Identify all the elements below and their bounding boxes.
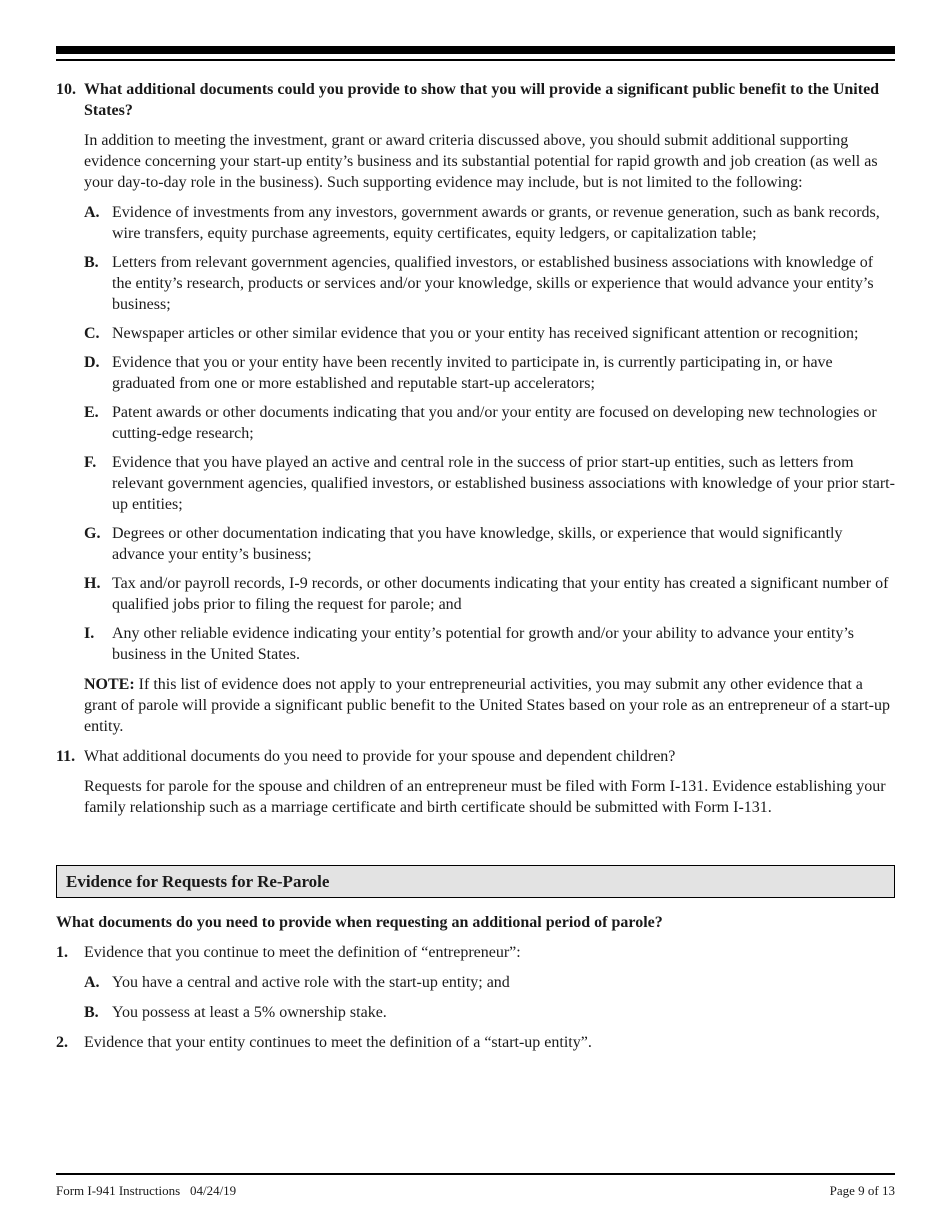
list-letter: C.: [84, 325, 100, 342]
item-number: 1.: [56, 944, 68, 961]
reparole-item-2: [56, 1032, 895, 1053]
question-number: 10.: [56, 81, 76, 98]
list-item-i: [84, 623, 895, 665]
list-letter: G.: [84, 525, 101, 542]
list-item-b: [84, 252, 895, 315]
footer-rule: [56, 1173, 895, 1175]
note-label: NOTE:: [84, 676, 135, 693]
list-item-e: [84, 402, 895, 444]
reparole-subitem-b: [84, 1002, 895, 1023]
header-rule-thin: [56, 59, 895, 61]
list-item-d: [84, 352, 895, 394]
header-rule-thick: [56, 46, 895, 54]
list-text: Evidence that you or your entity have been recently invited to participate in, is currently participating in, or have graduated from one or more established and reputable start-up accelerators;: [112, 354, 833, 392]
page-content: [56, 79, 895, 1053]
list-text: You have a central and active role with the start-up entity; and: [112, 974, 510, 991]
list-letter: B.: [84, 1004, 99, 1021]
page-number: Page 9 of 13: [829, 1183, 895, 1198]
q10-intro: In addition to meeting the investment, grant or award criteria discussed above, you should submit additional supporting evidence concerning your start-up entity’s business and its substantial potential for rapid growth and job creation (as well as your day-to-day role in the business). Such supporting evidence may include, but is not limited to the following:: [84, 132, 878, 191]
list-item-f: [84, 452, 895, 515]
q11-answer: Requests for parole for the spouse and children of an entrepreneur must be filed with Form I-131. Evidence establishing your family relationship such as a marriage certificate and birth certificate should be submitted with Form I-131.: [84, 778, 886, 816]
list-text: Evidence that you have played an active and central role in the success of prior start-up entities, such as letters from relevant government agencies, qualified investors, or established business associations with knowledge of your prior start-up entities;: [112, 454, 895, 513]
item-number: 2.: [56, 1034, 68, 1051]
list-letter: H.: [84, 575, 101, 592]
reparole-item-1: [56, 942, 895, 963]
reparole-question: What documents do you need to provide when requesting an additional period of parole?: [56, 914, 663, 931]
page-footer: [56, 1183, 895, 1199]
question-number: 11.: [56, 748, 76, 765]
list-item-g: [84, 523, 895, 565]
note-text: If this list of evidence does not apply to your entrepreneurial activities, you may submit any other evidence that a grant of parole will provide a significant public benefit to the United States based on your role as an entrepreneur of a start-up entity.: [84, 676, 890, 735]
reparole-subitem-a: [84, 972, 895, 993]
list-letter: B.: [84, 254, 99, 271]
list-letter: A.: [84, 204, 100, 221]
form-id: Form I-941 Instructions 04/24/19: [56, 1183, 237, 1198]
list-text: Patent awards or other documents indicating that you and/or your entity are focused on developing new technologies or cutting-edge research;: [112, 404, 877, 442]
item-text: Evidence that your entity continues to meet the definition of a “start-up entity”.: [84, 1034, 592, 1051]
list-item-c: [84, 323, 895, 344]
list-text: Evidence of investments from any investors, government awards or grants, or revenue generation, such as bank records, wire transfers, equity purchase agreements, equity certificates, equity ledgers, or capitalization table;: [112, 204, 880, 242]
list-text: Letters from relevant government agencies, qualified investors, or established business associations with knowledge of the entity’s research, products or services and/or your knowledge, skills or experience that would advance your entity’s business;: [112, 254, 874, 313]
list-letter: I.: [84, 625, 95, 642]
list-text: You possess at least a 5% ownership stake.: [112, 1004, 387, 1021]
list-text: Newspaper articles or other similar evidence that you or your entity has received significant attention or recognition;: [112, 325, 859, 342]
list-letter: A.: [84, 974, 100, 991]
item-text: Evidence that you continue to meet the definition of “entrepreneur”:: [84, 944, 521, 961]
question-11: [56, 746, 895, 767]
list-item-a: [84, 202, 895, 244]
list-text: Degrees or other documentation indicating that you have knowledge, skills, or experience that would significantly advance your entity’s business;: [112, 525, 843, 563]
question-text: What additional documents could you provide to show that you will provide a significant public benefit to the United States?: [84, 81, 880, 119]
list-item-h: [84, 573, 895, 615]
list-text: Tax and/or payroll records, I-9 records, or other documents indicating that your entity has created a significant number of qualified jobs prior to filing the request for parole; and: [112, 575, 889, 613]
list-letter: F.: [84, 454, 97, 471]
q10-note: [84, 674, 895, 737]
section-header-reparole: Evidence for Requests for Re-Parole: [56, 865, 895, 898]
question-text: What additional documents do you need to provide for your spouse and dependent children?: [84, 748, 676, 765]
list-letter: E.: [84, 404, 99, 421]
list-text: Any other reliable evidence indicating your entity’s potential for growth and/or your ability to advance your entity’s business in the United States.: [112, 625, 855, 663]
list-letter: D.: [84, 354, 100, 371]
question-10: [56, 79, 895, 121]
